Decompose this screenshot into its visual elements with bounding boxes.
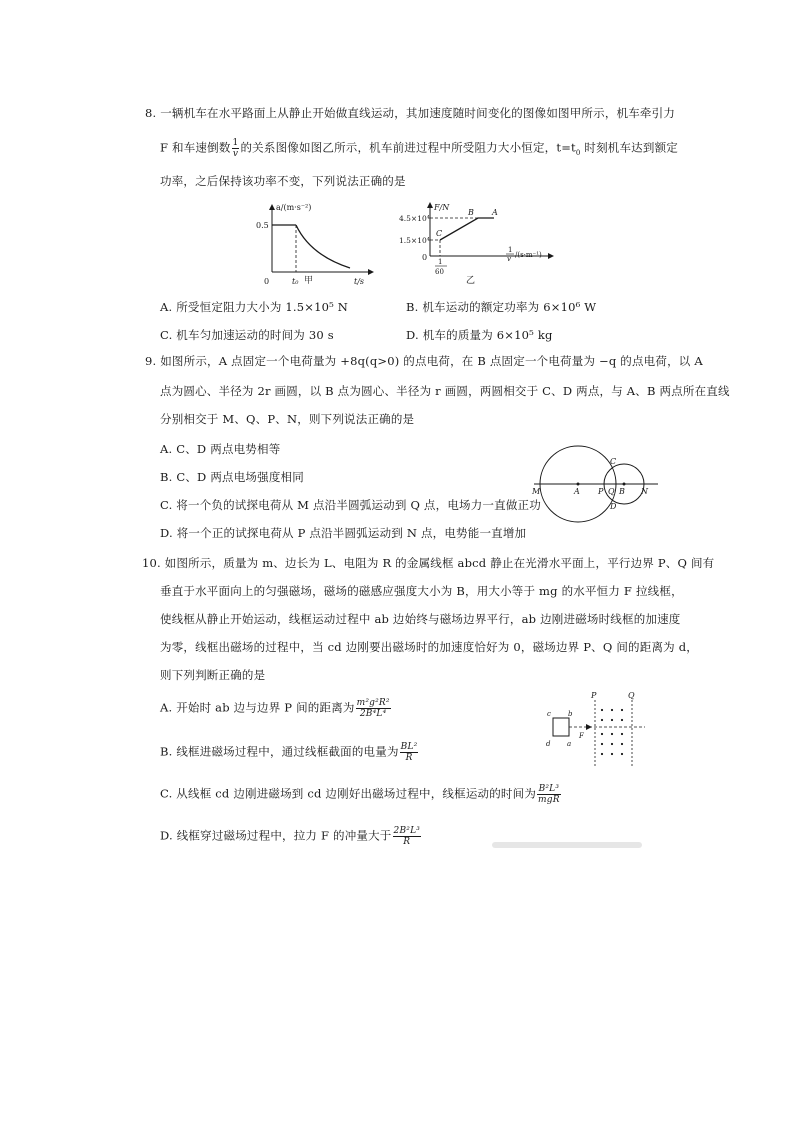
- q9-label-q: Q: [608, 487, 615, 496]
- q10-figure-loop-field: [540, 691, 660, 774]
- q9-line-3: 分别相交于 M、Q、P、N，则下列说法正确的是: [160, 412, 415, 426]
- q9-line-1: 9. 如图所示，A 点固定一个电荷量为 +8q(q>0) 的点电荷，在 B 点固定一个电荷量为 −q 的点电荷，以 A: [145, 354, 703, 368]
- q10-label-p: P: [591, 691, 597, 700]
- q9-label-b: B: [619, 487, 625, 496]
- scan-smudge: [492, 842, 642, 848]
- q8-figure-yi: [398, 200, 573, 290]
- yi-ytick-top: 4.5×10⁴: [399, 214, 430, 223]
- q10-option-d: D. 线框穿过磁场过程中，拉力 F 的冲量大于 $\frac{\text{2B²L³}}{R}$: [160, 826, 421, 847]
- q8-line-3: 功率，之后保持该功率不变，下列说法正确的是: [160, 174, 406, 188]
- q10-line-3: 使线框从静止开始运动，线框运动过程中 ab 边始终与磁场边界平行，ab 边刚进磁场时线框的加速度: [160, 612, 681, 626]
- q9-label-p: P: [598, 487, 604, 496]
- yi-xtick-den: 60: [435, 268, 444, 276]
- q10-line-2: 垂直于水平面向上的匀强磁场，磁场的磁感应强度大小为 B，用大小等于 mg 的水平恒力 F 拉线框，: [160, 584, 683, 598]
- q8-option-d: D. 机车的质量为 6×10⁵ kg: [406, 328, 553, 342]
- q8-line-1: 8. 一辆机车在水平路面上从静止开始做直线运动，其加速度随时间变化的图像如图甲所示，机车牵引力: [145, 106, 676, 120]
- q8-line-2c: 时刻机车达到额定: [580, 140, 678, 155]
- q8-fig-jia-caption: 甲: [304, 276, 314, 286]
- yi-ylabel: F/N: [434, 203, 450, 212]
- q8-option-c: C. 机车匀加速运动的时间为 30 s: [160, 328, 334, 342]
- q9-label-m: M: [532, 487, 541, 496]
- q10-label-f: F: [579, 732, 584, 740]
- q10-option-b: B. 线框进磁场过程中，通过线框截面的电量为 $\frac{\text{BL²}}{R}$: [160, 742, 418, 763]
- jia-xlabel: t/s: [354, 277, 365, 286]
- q9-label-c: C: [610, 457, 617, 466]
- q9-option-b: B. C、D 两点电场强度相同: [160, 470, 304, 484]
- yi-xtick-num: 1: [438, 258, 443, 266]
- q9-line-2: 点为圆心、半径为 2r 画圆，以 B 点为圆心、半径为 r 画圆，两圆相交于 C、D 两点，与 A、B 两点所在直线: [160, 384, 730, 398]
- q8-inverse-speed-fraction: $\frac{1}{v}$: [232, 138, 239, 159]
- q10-line-1: 10. 如图所示，质量为 m、边长为 L、电阻为 R 的金属线框 abcd 静止在光滑水平面上，平行边界 P、Q 间有: [142, 556, 715, 570]
- q8-line-2: F 和车速倒数 $\frac{1}{v}$ 的关系图像如图乙所示，机车前进过程中所受阻力大小恒定，$t=t_0$ 时刻机车达到额定: [160, 138, 678, 159]
- yi-ytick-low: 1.5×10⁴: [399, 236, 430, 245]
- yi-origin: 0: [422, 253, 428, 262]
- q8-option-a: A. 所受恒定阻力大小为 1.5×10⁵ N: [160, 300, 349, 314]
- q9-option-a: A. C、D 两点电势相等: [160, 442, 281, 456]
- q9-label-d: D: [610, 502, 617, 511]
- q10-option-a: A. 开始时 ab 边与边界 P 间的距离为 $\frac{\text{m²g²R²}}{\text{2B⁴L⁴}}$: [160, 698, 390, 719]
- q10-label-a: a: [567, 740, 572, 748]
- q9-figure-circles: [530, 440, 660, 530]
- yi-xlabel-num: 1: [508, 246, 513, 254]
- q10-label-q: Q: [628, 691, 635, 700]
- q10-line-5: 则下列判断正确的是: [160, 668, 266, 682]
- q9-label-n: N: [641, 487, 648, 496]
- q10-line-4: 为零，线框出磁场的过程中，当 cd 边刚要出磁场时的加速度恰好为 0，磁场边界 P、Q 间的距离为 d，: [160, 640, 698, 654]
- yi-xlabel-den: v: [507, 255, 511, 263]
- jia-xtick: t₀: [292, 277, 299, 286]
- q8-line-2b: 的关系图像如图乙所示，机车前进过程中所受阻力大小恒定，t=t: [240, 140, 576, 155]
- q8-fig-yi-caption: 乙: [466, 276, 476, 286]
- jia-ylabel: a/(m·s⁻²): [276, 203, 312, 212]
- q10-label-c: c: [547, 710, 551, 718]
- yi-point-c: C: [436, 229, 443, 238]
- q10-label-b: b: [568, 710, 573, 718]
- jia-origin: 0: [264, 277, 270, 286]
- yi-point-b: B: [468, 208, 474, 217]
- q10-label-d: d: [546, 740, 551, 748]
- jia-ytick: 0.5: [256, 221, 269, 230]
- q9-option-d: D. 将一个正的试探电荷从 P 点沿半圆弧运动到 N 点，电势能一直增加: [160, 526, 527, 540]
- q8-line-2a: F 和车速倒数: [160, 140, 231, 155]
- q9-label-a: A: [574, 487, 580, 496]
- q8-figure-jia: [250, 200, 380, 290]
- yi-point-a: A: [492, 208, 498, 217]
- q8-option-b: B. 机车运动的额定功率为 6×10⁶ W: [406, 300, 597, 314]
- q10-option-c: C. 从线框 cd 边刚进磁场到 cd 边刚好出磁场过程中，线框运动的时间为 $\frac{\text{B²L³}}{\text{mgR}}$: [160, 784, 560, 805]
- yi-xlabel-unit: /(s·m⁻¹): [515, 251, 542, 259]
- q9-option-c: C. 将一个负的试探电荷从 M 点沿半圆弧运动到 Q 点，电场力一直做正功: [160, 498, 541, 512]
